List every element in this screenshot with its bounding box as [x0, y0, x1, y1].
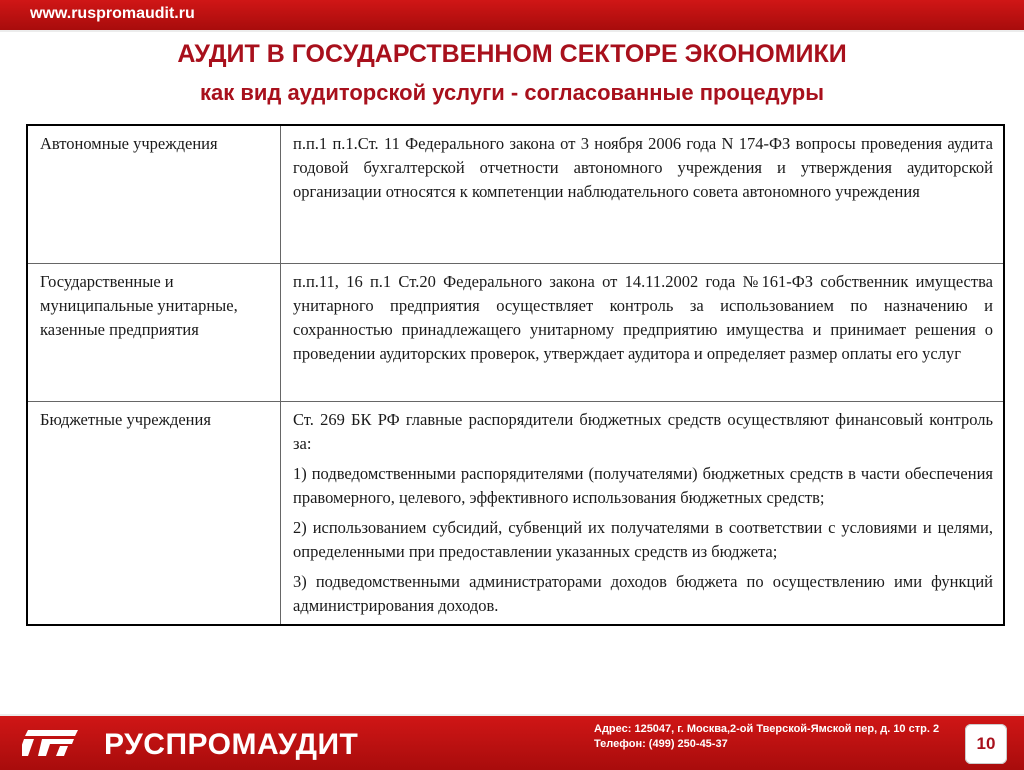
- address-text: Адрес: 125047, г. Москва,2-ой Тверской-Ямской пер, д. 10 стр. 2: [594, 723, 940, 735]
- procedures-table: [26, 124, 1005, 626]
- description-paragraph: 2) использованием субсидий, субвенций их получателями в соответствии с условиями и целями, определенными при предоставлении указанных средств из бюджета;: [293, 518, 993, 561]
- entity-cell: Государственные и муниципальные унитарные, казенные предприятия: [27, 264, 281, 402]
- entity-cell: Автономные учреждения: [27, 125, 281, 264]
- page-number: 10: [965, 724, 1007, 764]
- footer-bar: [0, 714, 1024, 770]
- site-url[interactable]: www.ruspromaudit.ru: [30, 5, 195, 22]
- description-paragraph: 3) подведомственными администраторами доходов бюджета по осуществлению ими функций администрирования доходов.: [293, 572, 993, 615]
- phone-text: Телефон: (499) 250-45-37: [594, 738, 728, 750]
- description-paragraph: п.п.1 п.1.Ст. 11 Федерального закона от 3 ноября 2006 года N 174-ФЗ вопросы проведения аудита годовой бухгалтерской отчетности автономного учреждения и утверждения аудиторской организации относятся к компетенции наблюдательного совета автономного учреждения: [293, 134, 993, 201]
- ruspromaudit-logo-icon: [22, 730, 78, 756]
- table-row: [27, 264, 1004, 402]
- description-cell: [281, 264, 1005, 402]
- contact-info: [594, 722, 954, 752]
- page-subtitle: как вид аудиторской услуги - согласованные процедуры: [199, 80, 825, 105]
- description-cell: [281, 125, 1005, 264]
- description-paragraph: п.п.11, 16 п.1 Ст.20 Федерального закона от 14.11.2002 года №161-ФЗ собственник имущества унитарного предприятия осуществляет контроль за использованием по назначению и сохранностью принадлежащего унитарному предприятию имущества и принимает решения о проведении аудиторских проверок, утверждает аудитора и определяет размер оплаты его услуг: [293, 272, 993, 363]
- brand-name: РУСПРОМАУДИТ: [104, 728, 359, 761]
- description-paragraph: 1) подведомственными распорядителями (получателями) бюджетных средств в части обеспечения правомерного, целевого, эффективного использования бюджетных средств;: [293, 464, 993, 507]
- table-row: [27, 125, 1004, 264]
- table-row: [27, 402, 1004, 626]
- description-cell: [281, 402, 1005, 626]
- page-title: АУДИТ В ГОСУДАРСТВЕННОМ СЕКТОРЕ ЭКОНОМИКИ: [177, 40, 847, 68]
- top-bar: [0, 0, 1024, 32]
- description-paragraph: Ст. 269 БК РФ главные распорядители бюджетных средств осуществляют финансовый контроль за:: [293, 410, 993, 453]
- entity-cell: Бюджетные учреждения: [27, 402, 281, 626]
